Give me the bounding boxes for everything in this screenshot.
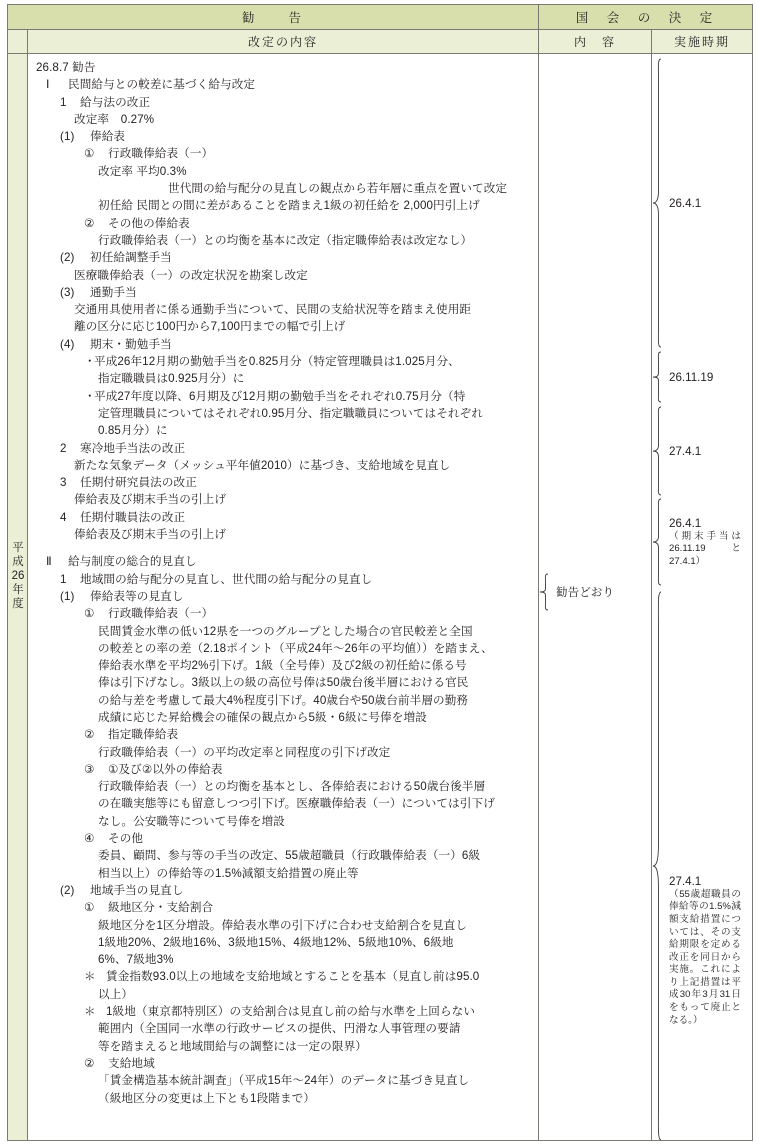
header-revision-content: 改定の内容 xyxy=(28,30,539,54)
content-line-marker: ③ xyxy=(84,762,95,776)
content-line xyxy=(36,440,532,457)
diet-content-column xyxy=(539,54,652,1140)
content-line xyxy=(36,571,532,588)
content-line-marker: ④ xyxy=(84,832,95,846)
content-line-text: 俸給表 xyxy=(90,130,126,144)
content-line xyxy=(36,422,532,439)
content-line xyxy=(36,526,532,543)
header-content: 内 容 xyxy=(539,30,652,54)
content-line xyxy=(36,640,532,657)
content-line-text: 指定職職員は0.925月分）に xyxy=(98,372,245,386)
year-label-char-3: 年 xyxy=(12,584,24,596)
year-label xyxy=(8,541,28,611)
content-line xyxy=(36,605,532,622)
implementation-date-note: （55歳超職員の俸給等の1.5%減額支給措置については、その支給期限を定める改正を同日から実施。これにより上記措置は平成30年3月31日をもって廃止となる。） xyxy=(669,888,741,1026)
content-line-text: の在職実態等にも留意しつつ引下げ。医療職俸給表（一）については引下げ xyxy=(98,797,495,811)
content-line-marker: (2) xyxy=(60,251,75,265)
content-line-marker: ・ xyxy=(84,389,96,403)
content-line-text: 通勤手当 xyxy=(90,285,137,299)
content-line-text: 給与制度の総合的見直し xyxy=(68,555,197,569)
content-line-text: その他の俸給表 xyxy=(108,216,190,230)
content-line xyxy=(36,215,532,232)
content-line xyxy=(36,813,532,830)
content-line-text: 任期付職員法の改正 xyxy=(80,510,186,524)
brace-icon xyxy=(652,591,665,1145)
content-line xyxy=(36,917,532,934)
implementation-date-value: 27.4.1 xyxy=(669,874,702,888)
content-line-text: 指定職俸給表 xyxy=(108,728,179,742)
content-line-text: 俸給表及び期末手当の引上げ xyxy=(74,493,227,507)
implementation-date-value: 26.4.1 xyxy=(669,196,702,210)
content-line xyxy=(36,761,532,778)
content-line xyxy=(36,405,532,422)
content-line xyxy=(36,1038,532,1055)
content-line-marker: ② xyxy=(84,728,95,742)
content-line xyxy=(36,865,532,882)
implementation-date-column xyxy=(652,54,752,1140)
content-line-text: その他 xyxy=(108,832,144,846)
content-line-text: 初任給 民間との間に差があることを踏まえ1級の初任給を 2,000円引上げ xyxy=(98,199,480,213)
content-line xyxy=(36,145,532,162)
implementation-date-value: 26.4.1 xyxy=(669,516,702,530)
content-line-text: 給与法の改正 xyxy=(80,95,151,109)
content-line-text: 平成26年12月期の勤勉手当を0.825月分（特定管理職員は1.025月分、 xyxy=(94,355,460,369)
implementation-item-26-4-1 xyxy=(652,58,752,348)
content-line-marker: Ⅰ xyxy=(46,78,50,92)
brace-icon xyxy=(652,58,665,348)
content-line xyxy=(36,553,532,570)
implementation-item-26-11-19 xyxy=(652,351,752,403)
content-line-text: 民間賃金水準の低い12県を一つのグループとした場合の官民較差と全国 xyxy=(98,624,473,638)
content-line xyxy=(36,318,532,335)
content-line-text: 行政職俸給表（一） xyxy=(108,147,214,161)
year-label-char-1: 成 xyxy=(12,556,24,568)
content-line xyxy=(36,370,532,387)
content-line-text: 1級地（東京都特別区）の支給割合は見直し前の給与水準を上回らない xyxy=(106,1005,476,1019)
revision-content-column xyxy=(28,54,539,1140)
content-line-marker: ① xyxy=(84,901,95,915)
content-line xyxy=(36,795,532,812)
content-line-text: 相当以上）の俸給等の1.5%減額支給措置の廃止等 xyxy=(98,866,359,880)
section-gap xyxy=(36,543,532,553)
implementation-item-27-4-1-b xyxy=(652,591,752,1145)
content-line xyxy=(36,59,532,76)
content-line xyxy=(36,457,532,474)
content-line xyxy=(36,674,532,691)
content-line xyxy=(36,934,532,951)
content-line-marker: ＊ xyxy=(84,1005,96,1019)
content-line-text: 賃金指数93.0以上の地域を支給地域とすることを基本（見直し前は95.0 xyxy=(106,970,480,984)
content-line-text: 改定率 平均0.3% xyxy=(98,164,187,178)
content-line-text: ①及び②以外の俸給表 xyxy=(108,762,223,776)
content-line-text: 「賃金構造基本統計調査」（平成15年〜24年）のデータに基づき見直し xyxy=(98,1074,470,1088)
content-line-text: の較差との率の差（2.18ポイント（平成24年〜26年の平均値））を踏まえ、 xyxy=(98,641,493,655)
content-line-text: 定管理職員についてはそれぞれ0.95月分、指定職職員についてはそれぞれ xyxy=(98,406,484,420)
content-line-marker: 1 xyxy=(60,95,67,109)
content-line xyxy=(36,951,532,968)
content-line xyxy=(36,830,532,847)
year-label-char-0: 平 xyxy=(12,542,24,554)
content-line xyxy=(36,847,532,864)
content-line-text: 行政職俸給表（一） xyxy=(108,607,214,621)
content-line xyxy=(36,128,532,145)
content-line xyxy=(36,968,532,985)
content-line xyxy=(36,882,532,899)
content-line-text: 俸給表及び期末手当の引上げ xyxy=(74,528,227,542)
content-line-text: 行政職俸給表（一）との均衡を基本とし、各俸給表における50歳台後半層 xyxy=(98,780,486,794)
content-line xyxy=(36,1020,532,1037)
content-line xyxy=(36,726,532,743)
content-line-text: 民間給与との較差に基づく給与改定 xyxy=(68,78,256,92)
content-line-text: 地域手当の見直し xyxy=(90,883,184,897)
content-line-text: 6%、7級地3% xyxy=(98,953,174,967)
diet-content-value: 勧告どおり xyxy=(556,586,614,599)
content-line-marker: ② xyxy=(84,1056,95,1070)
brace-icon xyxy=(539,573,552,611)
content-line-text: 級地区分を1区分増設。俸給表水準の引下げに合わせ支給割合を見直し xyxy=(98,918,468,932)
content-line-text: 26.8.7 勧告 xyxy=(36,61,96,74)
content-line-text: 医療職俸給表（一）の改定状況を勘案し改定 xyxy=(74,268,308,282)
content-line xyxy=(36,986,532,1003)
brace-icon xyxy=(652,351,665,403)
content-line xyxy=(36,197,532,214)
content-line-marker: 2 xyxy=(60,441,67,455)
content-line-marker: 3 xyxy=(60,476,67,490)
implementation-date-value: 27.4.1 xyxy=(669,444,702,458)
content-line-marker: Ⅱ xyxy=(46,555,52,569)
content-line-text: 俸は引下げなし。3級以上の級の高位号俸は50歳台後半層における官民 xyxy=(98,676,469,690)
content-line xyxy=(36,744,532,761)
content-line xyxy=(36,76,532,93)
diet-content-item xyxy=(539,573,651,611)
content-line-marker: ① xyxy=(84,147,95,161)
content-line xyxy=(36,491,532,508)
content-line-text: 行政職俸給表（一）との均衡を基本に改定（指定職俸給表は改定なし） xyxy=(98,233,473,247)
content-line xyxy=(36,778,532,795)
content-line xyxy=(36,232,532,249)
content-line xyxy=(36,180,532,197)
header-recommendation: 勧 告 xyxy=(8,5,539,30)
content-line-text: 改定率 0.27% xyxy=(74,112,155,126)
content-line-text: 0.85月分）に xyxy=(98,424,168,438)
content-line xyxy=(36,1072,532,1089)
content-line xyxy=(36,588,532,605)
content-line-text: なし。公安職等について号俸を増設 xyxy=(98,814,285,828)
content-line-text: 支給地域 xyxy=(108,1056,155,1070)
brace-icon xyxy=(652,498,665,586)
content-line-marker: ＊ xyxy=(84,970,96,984)
header-year-spacer xyxy=(8,30,28,54)
table-header-band-2 xyxy=(8,30,752,54)
content-line xyxy=(36,94,532,111)
content-line xyxy=(36,388,532,405)
header-implementation-date: 実施時期 xyxy=(652,30,752,54)
year-label-char-2: 26 xyxy=(11,570,25,582)
content-line xyxy=(36,657,532,674)
content-line xyxy=(36,111,532,128)
content-line-text: 寒冷地手当法の改正 xyxy=(80,441,186,455)
content-line xyxy=(36,1003,532,1020)
content-line-marker: ① xyxy=(84,607,95,621)
content-line-text: 期末・勤勉手当 xyxy=(90,337,172,351)
content-line-marker: 4 xyxy=(60,510,67,524)
content-line-text: 新たな気象データ（メッシュ平年値2010）に基づき、支給地域を見直し xyxy=(74,458,451,472)
content-line xyxy=(36,284,532,301)
content-line-marker: (2) xyxy=(60,883,75,897)
content-line-text: （級地区分の変更は上下とも1段階まで） xyxy=(98,1091,316,1105)
content-line-marker: ② xyxy=(84,216,95,230)
content-line-text: 級地区分・支給割合 xyxy=(108,901,214,915)
content-line xyxy=(36,1090,532,1107)
content-line xyxy=(36,623,532,640)
content-line xyxy=(36,899,532,916)
content-line xyxy=(36,249,532,266)
content-line-text: 交通用具使用者に係る通勤手当について、民間の支給状況等を踏まえ使用距 xyxy=(74,303,472,317)
content-line-text: 地域間の給与配分の見直し、世代間の給与配分の見直し xyxy=(80,572,373,586)
content-line xyxy=(36,301,532,318)
content-line-text: 俸給表等の見直し xyxy=(90,589,184,603)
table-body xyxy=(8,54,752,1140)
table-frame xyxy=(7,4,753,1141)
content-line xyxy=(36,163,532,180)
year-column xyxy=(8,54,28,1140)
content-line xyxy=(36,474,532,491)
content-line-text: 世代間の給与配分の見直しの観点から若年層に重点を置いて改定 xyxy=(168,182,508,196)
content-line-text: 初任給調整手当 xyxy=(90,251,172,265)
content-line xyxy=(36,1055,532,1072)
content-line-text: 等を踏まえると地域間給与の調整には一定の限界） xyxy=(98,1039,367,1053)
implementation-date-note: （期末手当は26.11.19と27.4.1） xyxy=(669,530,741,567)
content-line-marker: (3) xyxy=(60,285,75,299)
content-line-text: の給与差を考慮して最大4%程度引下げ。40歳台や50歳台前半層の勤務 xyxy=(98,693,469,707)
content-line xyxy=(36,267,532,284)
content-line-text: 委員、顧問、参与等の手当の改定、55歳超職員（行政職俸給表（一）6級 xyxy=(98,849,481,863)
content-line-text: 以上） xyxy=(98,987,134,1001)
content-line xyxy=(36,353,532,370)
content-line xyxy=(36,336,532,353)
implementation-date-value: 26.11.19 xyxy=(669,370,714,384)
content-line xyxy=(36,509,532,526)
content-line-text: 行政職俸給表（一）の平均改定率と同程度の引下げ改定 xyxy=(98,745,391,759)
content-line-marker: (1) xyxy=(60,130,75,144)
content-line-text: 範囲内（全国同一水準の行政サービスの提供、円滑な人事管理の要請 xyxy=(98,1022,461,1036)
content-line-marker: (1) xyxy=(60,589,75,603)
content-line-marker: ・ xyxy=(84,355,96,369)
content-line-text: 1級地20%、2級地16%、3級地15%、4級地12%、5級地10%、6級地 xyxy=(98,935,454,949)
content-line-text: 離の区分に応じ100円から7,100円までの幅で引上げ xyxy=(74,320,346,334)
content-line-text: 成績に応じた昇給機会の確保の観点から5級・6級に号俸を増設 xyxy=(98,710,427,724)
brace-icon xyxy=(652,406,665,496)
implementation-item-26-4-1-b xyxy=(652,498,752,586)
content-line-text: 俸給表水準を平均2%引下げ。1級（全号俸）及び2級の初任給に係る号 xyxy=(98,659,467,673)
content-line-text: 任期付研究員法の改正 xyxy=(80,476,197,490)
content-line-text: 平成27年度以降、6月期及び12月期の勤勉手当をそれぞれ0.75月分（特 xyxy=(94,389,466,403)
content-line-marker: (4) xyxy=(60,337,75,351)
content-line-marker: 1 xyxy=(60,572,67,586)
implementation-item-27-4-1 xyxy=(652,406,752,496)
content-line xyxy=(36,709,532,726)
header-diet-decision: 国 会 の 決 定 xyxy=(539,5,752,30)
table-header-band-1 xyxy=(8,5,752,30)
content-line xyxy=(36,692,532,709)
year-label-char-4: 度 xyxy=(12,598,24,610)
